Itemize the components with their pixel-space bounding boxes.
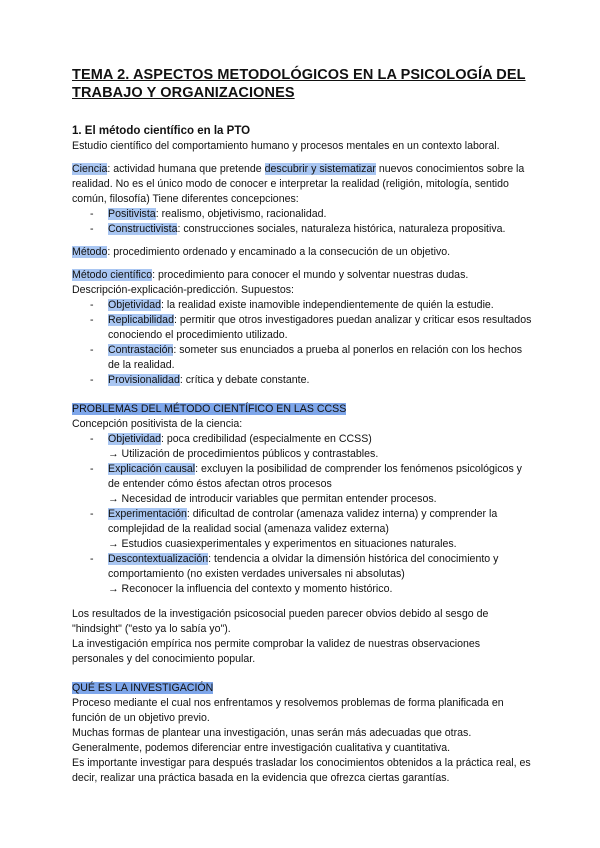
problema-term: Experimentación (108, 508, 187, 520)
list-item (72, 462, 532, 507)
ciencia-paragraph (72, 162, 532, 207)
problema-text: : tendencia a olvidar la dimensión histórica del conocimiento y comportamiento (no existen verdades universales ni absolutas) (108, 553, 499, 580)
hindsight-paragraph: Los resultados de la investigación psicosocial pueden parecer obvios debido al sesgo de "hindsight" ("esto ya lo sabía yo"). (72, 608, 489, 635)
ciencia-text-2: nuevos conocimientos sobre la realidad. No es el único modo de conocer e interpretar la realidad (religión, mitología, sentido común, filosofía) Tiene diferentes concepciones: (72, 163, 525, 205)
concepcion-text: : construcciones sociales, naturaleza histórica, naturaleza propositiva. (177, 223, 506, 235)
list-item (72, 207, 532, 222)
problemas-heading-text: PROBLEMAS DEL MÉTODO CIENTÍFICO EN LAS CCSS (72, 403, 347, 415)
section-intro: Estudio científico del comportamiento humano y procesos mentales en un contexto laboral. (72, 140, 500, 152)
ciencia-highlight: descubrir y sistematizar (264, 163, 376, 175)
problema-arrow-text: → Utilización de procedimientos públicos y contrastables. (108, 448, 379, 460)
list-item (72, 552, 532, 597)
title-line-2: TRABAJO Y ORGANIZACIONES (72, 85, 295, 101)
list-item (72, 222, 532, 237)
list-item (72, 373, 532, 388)
problema-term: Explicación causal (108, 463, 196, 475)
list-item (72, 313, 532, 343)
supuesto-text: : la realidad existe inamovible independientemente de quién la estudie. (161, 299, 494, 311)
problemas-list (72, 432, 532, 597)
section-heading-metodo: 1. El método científico en la PTO (72, 125, 251, 137)
supuesto-text: : permitir que otros investigadores puedan analizar y criticar esos resultados conociendo el procedimiento utilizado. (108, 314, 532, 341)
problema-term: Descontextualización (108, 553, 209, 565)
concepcion-text: : realismo, objetivismo, racionalidad. (155, 208, 327, 220)
problema-text: : poca credibilidad (especialmente en CCSS) (161, 433, 372, 445)
problema-term: Objetividad (108, 433, 161, 445)
concepciones-list (72, 207, 532, 237)
concepcion-term: Positivista (108, 208, 156, 220)
ciencia-text-1: : actividad humana que pretende (107, 163, 265, 175)
supuesto-term: Contrastación (108, 344, 174, 356)
supuestos-intro: Descripción-explicación-predicción. Supuestos: (72, 284, 294, 296)
problema-text: : excluyen la posibilidad de comprender los fenómenos psicológicos y de entender cómo éstos afectan otros procesos (108, 463, 522, 490)
problema-arrow-text: → Necesidad de introducir variables que permitan entender procesos. (108, 493, 437, 505)
ciencia-term: Ciencia (72, 163, 108, 175)
metodo-paragraph (72, 245, 532, 260)
document-page (72, 66, 532, 786)
list-item (72, 432, 532, 462)
metodo-cientifico-term: Método científico (72, 269, 153, 281)
concepcion-term: Constructivista (108, 223, 178, 235)
supuesto-term: Replicabilidad (108, 314, 174, 326)
problema-text: : dificultad de controlar (amenaza validez interna) y comprender la complejidad de la realidad social (amenaza validez externa) (108, 508, 498, 535)
supuesto-text: : someter sus enunciados a prueba al ponerlos en relación con los hechos de la realidad. (108, 344, 523, 371)
metodo-cientifico-paragraph (72, 268, 532, 283)
empirica-paragraph: La investigación empírica nos permite comprobar la validez de nuestras observaciones personales y del conocimiento popular. (72, 638, 481, 665)
list-item (72, 298, 532, 313)
list-item (72, 507, 532, 552)
metodo-text: : procedimiento ordenado y encaminado a la consecución de un objetivo. (107, 246, 451, 258)
investigacion-paragraph-3: Generalmente, podemos diferenciar entre investigación cualitativa y cuantitativa. (72, 742, 451, 754)
section-heading-investigacion (72, 681, 532, 696)
investigacion-paragraph-2: Muchas formas de plantear una investigación, unas serán más adecuadas que otras. (72, 727, 472, 739)
document-title (72, 66, 532, 102)
supuesto-term: Objetividad (108, 299, 161, 311)
problemas-intro: Concepción positivista de la ciencia: (72, 418, 243, 430)
problema-arrow-text: → Estudios cuasiexperimentales y experimentos en situaciones naturales. (108, 538, 457, 550)
investigacion-paragraph-1: Proceso mediante el cual nos enfrentamos y resolvemos problemas de forma planificada en función de un objetivo previo. (72, 697, 504, 724)
investigacion-heading-text: QUÉ ES LA INVESTIGACIÓN (72, 682, 214, 694)
supuesto-term: Provisionalidad (108, 374, 180, 386)
title-line-1: TEMA 2. ASPECTOS METODOLÓGICOS EN LA PSICOLOGÍA DEL (72, 67, 526, 83)
supuestos-list (72, 298, 532, 388)
metodo-term: Método (72, 246, 108, 258)
list-item (72, 343, 532, 373)
supuesto-text: : crítica y debate constante. (179, 374, 310, 386)
investigacion-paragraph-4: Es importante investigar para después trasladar los conocimientos obtenidos a la práctica real, es decir, realizar una práctica basada en la evidencia que ofrezca ciertas garantías. (72, 757, 531, 784)
metodo-cientifico-text: : procedimiento para conocer el mundo y solventar nuestras dudas. (152, 269, 469, 281)
section-heading-problemas (72, 402, 532, 417)
problema-arrow-text: → Reconocer la influencia del contexto y momento histórico. (108, 583, 393, 595)
